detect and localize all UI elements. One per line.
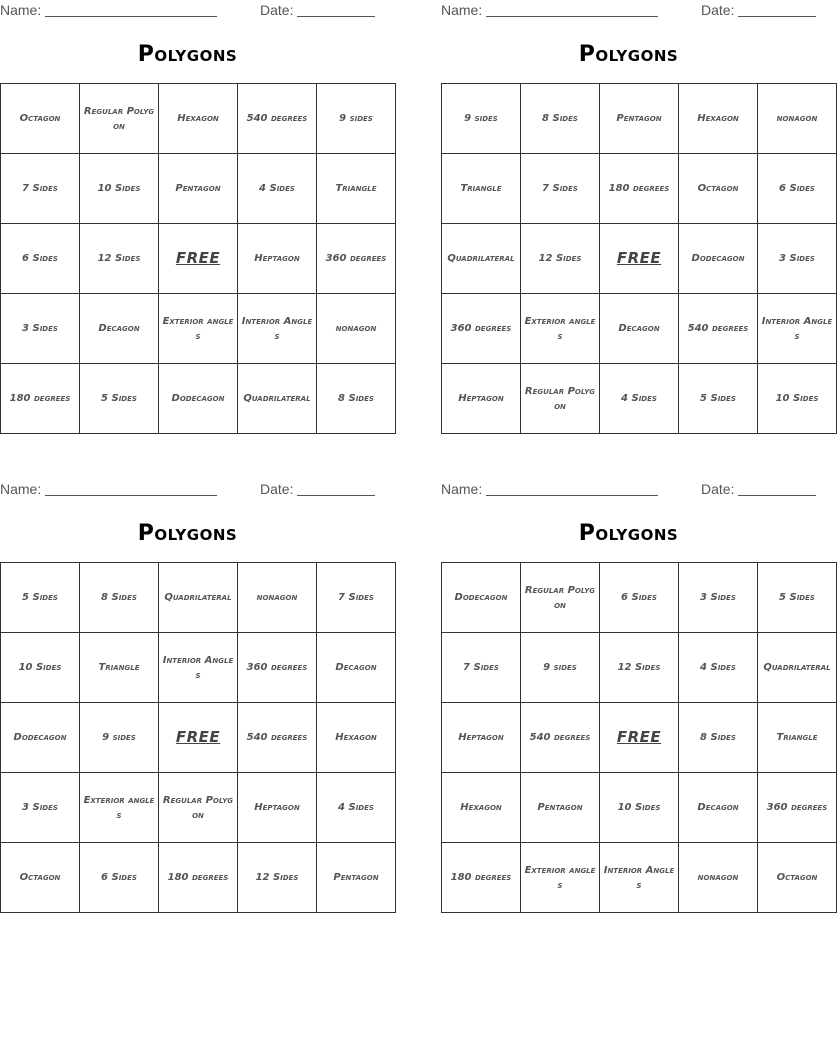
grid-cell: Hexagon bbox=[679, 84, 758, 154]
bingo-grid bbox=[0, 562, 396, 913]
grid-cell: 8 Sides bbox=[80, 563, 159, 633]
grid-cell: 8 Sides bbox=[679, 703, 758, 773]
grid-cell: Heptagon bbox=[238, 773, 317, 843]
grid-cell: Heptagon bbox=[238, 224, 317, 294]
name-label: Name: bbox=[0, 481, 42, 497]
grid-cell: 9 sides bbox=[317, 84, 396, 154]
card-title: Polygons bbox=[578, 42, 679, 67]
grid-row bbox=[1, 224, 396, 294]
grid-cell: 5 Sides bbox=[679, 364, 758, 434]
grid-cell: Hexagon bbox=[442, 773, 521, 843]
grid-cell: nonagon bbox=[679, 843, 758, 913]
grid-cell: Regular Polygon bbox=[80, 84, 159, 154]
date-blank-line bbox=[738, 495, 816, 496]
bingo-grid bbox=[0, 83, 396, 434]
grid-cell: Quadrilateral bbox=[238, 364, 317, 434]
grid-cell: Decagon bbox=[679, 773, 758, 843]
grid-row bbox=[442, 633, 837, 703]
grid-cell: Octagon bbox=[1, 84, 80, 154]
grid-cell: Pentagon bbox=[159, 154, 238, 224]
grid-cell: nonagon bbox=[238, 563, 317, 633]
grid-cell: Regular Polygon bbox=[521, 364, 600, 434]
grid-cell: Regular Polygon bbox=[159, 773, 238, 843]
grid-cell: 5 Sides bbox=[758, 563, 837, 633]
grid-cell: Decagon bbox=[317, 633, 396, 703]
grid-row bbox=[442, 563, 837, 633]
grid-cell: Octagon bbox=[679, 154, 758, 224]
date-blank-line bbox=[297, 495, 375, 496]
grid-cell: 6 Sides bbox=[758, 154, 837, 224]
grid-cell: 10 Sides bbox=[758, 364, 837, 434]
date-label: Date: bbox=[701, 481, 735, 497]
grid-cell: Interior Angles bbox=[758, 294, 837, 364]
grid-cell: 4 Sides bbox=[317, 773, 396, 843]
grid-cell: 10 Sides bbox=[600, 773, 679, 843]
name-date-bar bbox=[0, 0, 375, 20]
grid-cell: 540 degrees bbox=[679, 294, 758, 364]
grid-cell: 180 degrees bbox=[159, 843, 238, 913]
grid-row bbox=[442, 294, 837, 364]
grid-cell: Octagon bbox=[758, 843, 837, 913]
grid-cell: 540 degrees bbox=[238, 703, 317, 773]
grid-cell: Octagon bbox=[1, 843, 80, 913]
grid-row bbox=[1, 294, 396, 364]
bingo-card-1 bbox=[0, 0, 387, 431]
grid-cell: 12 Sides bbox=[80, 224, 159, 294]
date-field bbox=[701, 0, 816, 20]
name-date-bar bbox=[0, 479, 375, 499]
grid-cell: 12 Sides bbox=[600, 633, 679, 703]
grid-cell: Decagon bbox=[80, 294, 159, 364]
bingo-grid bbox=[441, 562, 837, 913]
grid-cell: Dodecagon bbox=[159, 364, 238, 434]
grid-cell: 6 Sides bbox=[80, 843, 159, 913]
date-field bbox=[260, 0, 375, 20]
grid-row bbox=[1, 364, 396, 434]
grid-cell: 9 sides bbox=[442, 84, 521, 154]
card-title: Polygons bbox=[578, 521, 679, 546]
grid-cell: Regular Polygon bbox=[521, 563, 600, 633]
date-field bbox=[701, 479, 816, 499]
grid-cell: Interior Angles bbox=[238, 294, 317, 364]
grid-cell: 12 Sides bbox=[238, 843, 317, 913]
grid-cell: 180 degrees bbox=[442, 843, 521, 913]
grid-cell: 4 Sides bbox=[600, 364, 679, 434]
grid-cell: nonagon bbox=[317, 294, 396, 364]
grid-cell: 8 Sides bbox=[521, 84, 600, 154]
grid-row bbox=[442, 364, 837, 434]
grid-cell: nonagon bbox=[758, 84, 837, 154]
grid-cell: 12 Sides bbox=[521, 224, 600, 294]
name-label: Name: bbox=[441, 2, 483, 18]
grid-cell: 7 Sides bbox=[442, 633, 521, 703]
name-field bbox=[0, 479, 218, 499]
grid-cell: 9 sides bbox=[521, 633, 600, 703]
grid-cell: Triangle bbox=[442, 154, 521, 224]
grid-cell: Hexagon bbox=[317, 703, 396, 773]
date-blank-line bbox=[738, 16, 816, 17]
date-blank-line bbox=[297, 16, 375, 17]
name-blank-line bbox=[45, 495, 217, 496]
grid-cell: Triangle bbox=[317, 154, 396, 224]
grid-cell: 4 Sides bbox=[238, 154, 317, 224]
bingo-card-4 bbox=[441, 479, 831, 910]
grid-cell: Pentagon bbox=[600, 84, 679, 154]
free-space-cell: FREE bbox=[159, 703, 238, 773]
grid-cell: 180 degrees bbox=[1, 364, 80, 434]
grid-row bbox=[1, 773, 396, 843]
grid-cell: 7 Sides bbox=[521, 154, 600, 224]
grid-row bbox=[1, 633, 396, 703]
grid-row bbox=[442, 154, 837, 224]
grid-row bbox=[1, 843, 396, 913]
grid-cell: Heptagon bbox=[442, 703, 521, 773]
grid-row bbox=[1, 563, 396, 633]
grid-cell: Triangle bbox=[758, 703, 837, 773]
grid-cell: 9 sides bbox=[80, 703, 159, 773]
grid-row bbox=[1, 154, 396, 224]
grid-cell: 8 Sides bbox=[317, 364, 396, 434]
grid-cell: Exterior angles bbox=[521, 843, 600, 913]
grid-cell: Hexagon bbox=[159, 84, 238, 154]
grid-cell: 3 Sides bbox=[1, 294, 80, 364]
grid-row bbox=[442, 703, 837, 773]
grid-row bbox=[442, 843, 837, 913]
grid-cell: 7 Sides bbox=[317, 563, 396, 633]
grid-row bbox=[442, 224, 837, 294]
grid-cell: Quadrilateral bbox=[159, 563, 238, 633]
free-space-cell: FREE bbox=[600, 703, 679, 773]
grid-cell: Quadrilateral bbox=[758, 633, 837, 703]
name-field bbox=[441, 479, 659, 499]
grid-cell: Exterior angles bbox=[159, 294, 238, 364]
grid-cell: Exterior angles bbox=[80, 773, 159, 843]
grid-cell: 360 degrees bbox=[317, 224, 396, 294]
card-title: Polygons bbox=[137, 521, 238, 546]
date-field bbox=[260, 479, 375, 499]
grid-cell: Triangle bbox=[80, 633, 159, 703]
name-blank-line bbox=[486, 495, 658, 496]
grid-cell: Pentagon bbox=[317, 843, 396, 913]
card-title: Polygons bbox=[137, 42, 238, 67]
grid-cell: Decagon bbox=[600, 294, 679, 364]
grid-cell: 540 degrees bbox=[521, 703, 600, 773]
name-blank-line bbox=[486, 16, 658, 17]
grid-cell: 3 Sides bbox=[1, 773, 80, 843]
grid-cell: 180 degrees bbox=[600, 154, 679, 224]
grid-row bbox=[1, 84, 396, 154]
grid-cell: 360 degrees bbox=[758, 773, 837, 843]
grid-cell: Interior Angles bbox=[159, 633, 238, 703]
grid-cell: Dodecagon bbox=[679, 224, 758, 294]
grid-cell: 10 Sides bbox=[80, 154, 159, 224]
grid-cell: Dodecagon bbox=[442, 563, 521, 633]
free-space-cell: FREE bbox=[600, 224, 679, 294]
grid-cell: Quadrilateral bbox=[442, 224, 521, 294]
bingo-card-2 bbox=[441, 0, 833, 431]
grid-cell: 7 Sides bbox=[1, 154, 80, 224]
grid-cell: 3 Sides bbox=[679, 563, 758, 633]
bingo-grid bbox=[441, 83, 837, 434]
grid-cell: 4 Sides bbox=[679, 633, 758, 703]
name-label: Name: bbox=[441, 481, 483, 497]
free-space-cell: FREE bbox=[159, 224, 238, 294]
grid-cell: Heptagon bbox=[442, 364, 521, 434]
bingo-card-3 bbox=[0, 479, 379, 910]
date-label: Date: bbox=[701, 2, 735, 18]
grid-cell: 5 Sides bbox=[80, 364, 159, 434]
name-field bbox=[441, 0, 659, 20]
grid-row bbox=[442, 84, 837, 154]
name-label: Name: bbox=[0, 2, 42, 18]
grid-cell: 6 Sides bbox=[1, 224, 80, 294]
name-date-bar bbox=[441, 0, 816, 20]
grid-cell: 360 degrees bbox=[238, 633, 317, 703]
name-blank-line bbox=[45, 16, 217, 17]
grid-cell: 10 Sides bbox=[1, 633, 80, 703]
name-field bbox=[0, 0, 218, 20]
grid-cell: Exterior angles bbox=[521, 294, 600, 364]
grid-cell: 540 degrees bbox=[238, 84, 317, 154]
grid-cell: 6 Sides bbox=[600, 563, 679, 633]
grid-cell: 3 Sides bbox=[758, 224, 837, 294]
date-label: Date: bbox=[260, 481, 294, 497]
grid-cell: Pentagon bbox=[521, 773, 600, 843]
name-date-bar bbox=[441, 479, 816, 499]
date-label: Date: bbox=[260, 2, 294, 18]
grid-cell: 5 Sides bbox=[1, 563, 80, 633]
grid-row bbox=[442, 773, 837, 843]
grid-cell: Dodecagon bbox=[1, 703, 80, 773]
grid-cell: 360 degrees bbox=[442, 294, 521, 364]
grid-cell: Interior Angles bbox=[600, 843, 679, 913]
grid-row bbox=[1, 703, 396, 773]
